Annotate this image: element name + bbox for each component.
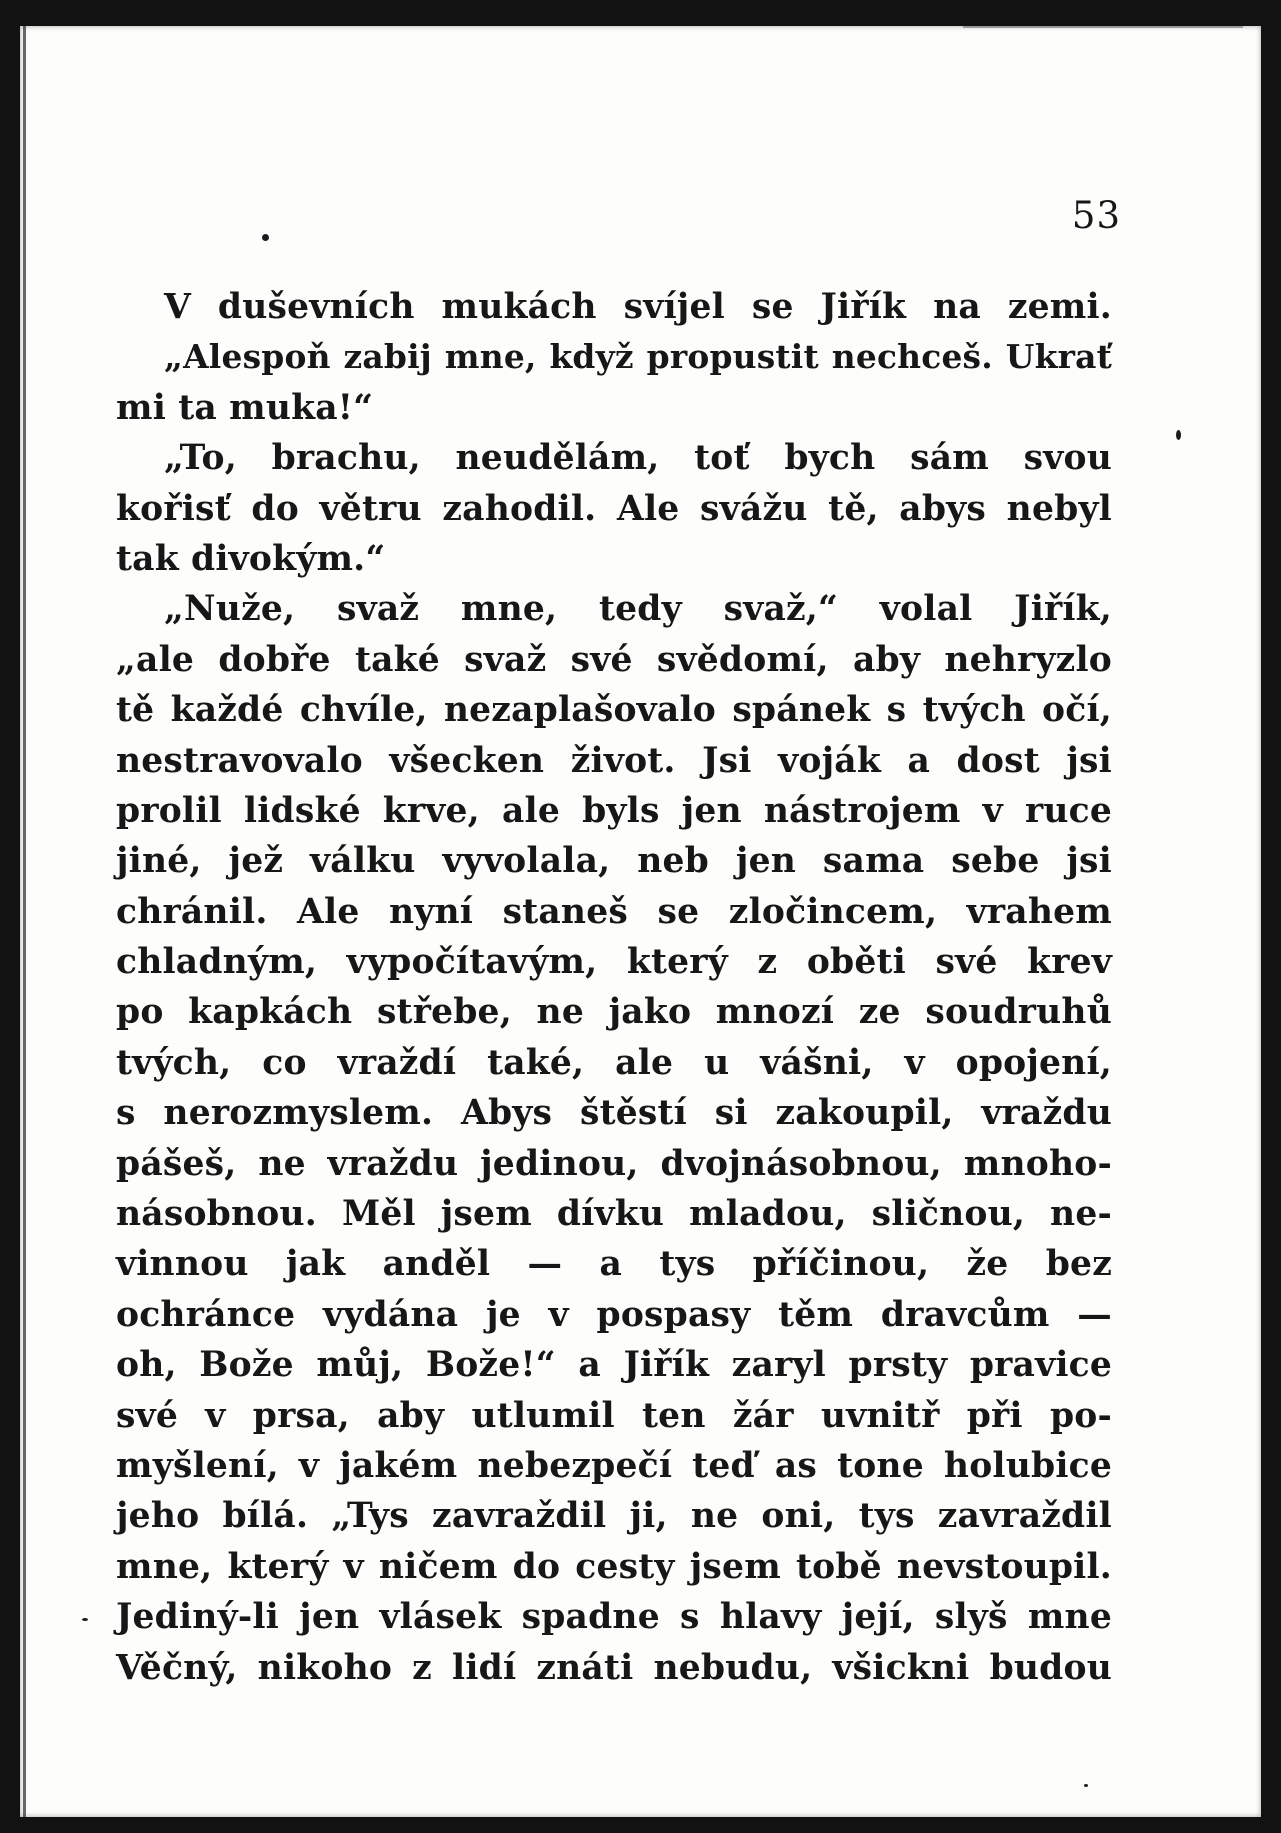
ink-speck [1176, 430, 1181, 440]
body-text [116, 282, 1112, 1693]
text-line: kořisť do větru zahodil. Ale svážu tě, abys nebyl [116, 488, 1112, 529]
text-line: mne, který v ničem do cesty jsem tobě nevstoupil. [116, 1546, 1112, 1587]
text-line: oh, Bože můj, Bože!“ a Jiřík zaryl prsty pravice [116, 1345, 1112, 1386]
page-number: 53 [1071, 194, 1121, 237]
text-line: V duševních mukách svíjel se Jiřík na zemi. [164, 287, 1112, 327]
book-page [20, 26, 1261, 1817]
ink-speck [82, 1618, 88, 1621]
text-line: „Nuže, svaž mne, tedy svaž,“ volal Jiřík, [164, 589, 1112, 630]
text-line: „Alespoň zabij mne, když propustit nechceš. Ukrať [164, 337, 1112, 377]
page-left-edge [23, 26, 26, 1817]
text-line: prolil lidské krve, ale byls jen nástrojem v ruce [116, 790, 1112, 831]
text-line: nestravovalo všecken život. Jsi voják a dost jsi [116, 740, 1112, 781]
text-line: myšlení, v jakém nebezpečí teď as tone holubice [116, 1445, 1112, 1486]
text-line: „To, brachu, neudělám, toť bych sám svou [164, 438, 1112, 479]
text-line: chladným, vypočítavým, který z oběti své krev [116, 942, 1112, 983]
text-line: své v prsa, aby utlumil ten žár uvnitř při po- [116, 1395, 1112, 1436]
ink-speck [262, 234, 269, 241]
text-line: chránil. Ale nyní staneš se zločincem, vrahem [116, 891, 1112, 932]
text-line: vinnou jak anděl — a tys příčinou, že bez [116, 1244, 1112, 1285]
text-line: po kapkách střebe, ne jako mnozí ze soudruhů [116, 992, 1112, 1033]
text-line: tak divokým.“ [116, 538, 386, 579]
text-line: jiné, jež válku vyvolala, neb jen sama sebe jsi [116, 841, 1112, 882]
text-line: tě každé chvíle, nezaplašovalo spánek s tvých očí, [116, 690, 1112, 731]
text-line: s nerozmyslem. Abys štěstí si zakoupil, vraždu [116, 1093, 1112, 1134]
ink-speck [1084, 1784, 1088, 1787]
text-line: jeho bílá. „Tys zavraždil ji, ne oni, tys zavraždil [116, 1496, 1112, 1537]
text-line: „ale dobře také svaž své svědomí, aby nehryzlo [116, 639, 1112, 680]
text-line: násobnou. Měl jsem dívku mladou, sličnou, ne- [116, 1194, 1112, 1235]
text-line: Jediný-li jen vlásek spadne s hlavy její, slyš mne [116, 1597, 1112, 1638]
text-line: tvých, co vraždí také, ale u vášni, v opojení, [116, 1042, 1112, 1083]
page-top-edge [963, 26, 1243, 28]
text-line: Věčný, nikoho z lidí znáti nebudu, všickni budou [116, 1647, 1112, 1688]
text-line: pášeš, ne vraždu jedinou, dvojnásobnou, mnoho- [116, 1143, 1112, 1184]
text-line: mi ta muka!“ [116, 387, 374, 428]
text-line: ochránce vydána je v pospasy těm dravcům — [116, 1294, 1112, 1335]
